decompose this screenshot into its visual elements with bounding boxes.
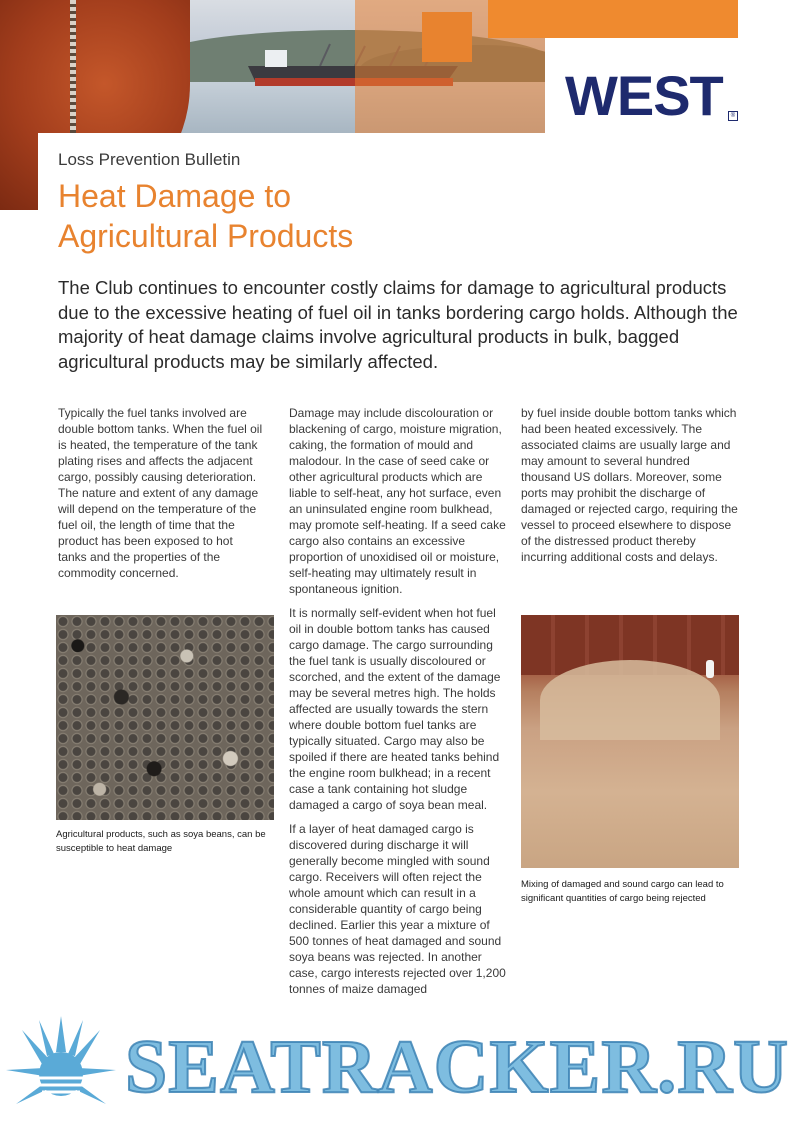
lead-paragraph: The Club continues to encounter costly claims for damage to agricultural products due to the excessive heating of fuel oil in tanks bordering cargo holds. Although the majority of heat damage claims involve agricultural products in bulk, bagged agricultural products may be similarly affected. [58,277,738,372]
column-1 [58,405,263,589]
column-3 [521,405,739,573]
orange-square [422,12,472,62]
title-line-1: Heat Damage to [58,178,292,214]
paragraph: It is normally self-evident when hot fuel oil in double bottom tanks has caused cargo damage. The cargo surrounding the fuel tank is usually discoloured or scorched, and the extent of the damage may be several metres high. The holds affected are usually towards the stern where double bottom fuel tanks are typically situated. Cargo may also be spoiled if there are heated tanks behind the engine room bulkhead; in a recent case a tank containing hot sludge damaged a cargo of soya bean meal. [289,606,501,812]
paragraph: Damage may include discolouration or blackening of cargo, moisture migration, caking, the formation of mould and malodour. In the case of seed cake or other agricultural products which are liable to self-heat, any hot surface, even an uninsulated engine room bulkhead, may promote self-heating. If a seed cake cargo also contains an excessive proportion of unoxidised oil or moisture, self-heating may ultimately result in spontaneous ignition. [289,406,506,596]
paragraph: by fuel inside double bottom tanks which had been heated excessively. The associated claims are usually large and may amount to several hundred thousand US dollars. Moreover, some ports may prohibit the discharge of damaged or rejected cargo, requiring the vessel to proceed elsewhere to dispose of the distressed product thereby incurring additional costs and delays. [521,406,738,564]
watermark-text: SEATRACKER.RU [125,1025,790,1109]
paragraph: Typically the fuel tanks involved are double bottom tanks. When the fuel oil is heated, the temperature of the tank plating rises and affects the adjacent cargo, possibly causing deterioration. The nature and extent of any damage will depend on the temperature of the fuel oil, the length of time that the product has been exposed to hot tanks and the properties of the commodity concerned. [58,406,263,580]
photo-caption: Mixing of damaged and sound cargo can lead to significant quantities of cargo being rejected [521,879,724,904]
cargo-pile [540,660,720,740]
ship-superstructure [265,50,287,67]
sun-icon [2,1012,120,1116]
column-2 [289,405,507,1005]
photo-caption: Agricultural products, such as soya beans, can be susceptible to heat damage [56,829,266,854]
bulletin-kicker: Loss Prevention Bulletin [58,150,241,169]
west-logo: WEST [565,64,723,127]
title-line-2: Agricultural Products [58,218,354,254]
orange-bar [488,0,738,38]
trademark-mark: ® [728,111,738,121]
soya-beans-photo [56,615,274,820]
page-title [58,176,518,256]
worker-figure [706,660,714,678]
paragraph: If a layer of heat damaged cargo is discovered during discharge it will generally become mingled with sound cargo. Receivers will often reject the whole amount which can result in a considerable quantity of cargo being declined. Earlier this year a mixture of 500 tonnes of heat damaged and sound soya beans was rejected. In another case, cargo interests rejected over 1,200 tonnes of maize damaged [289,822,506,996]
